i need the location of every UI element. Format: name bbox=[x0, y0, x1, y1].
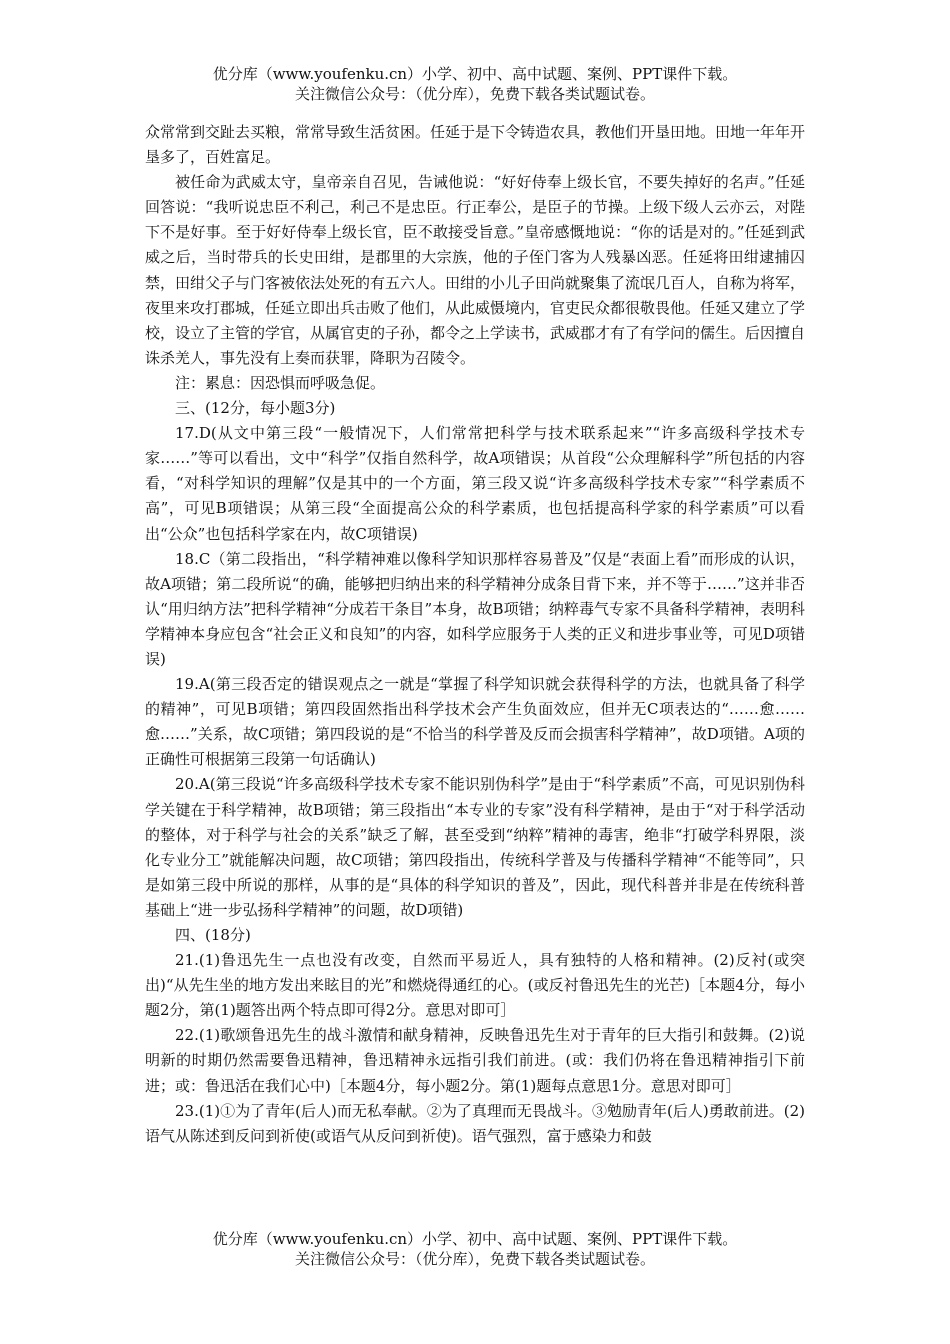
answer-18: 18.C（第二段指出，“科学精神难以像科学知识那样容易普及”仅是“表面上看”而形成的认识，故A项错；第二段所说“的确，能够把归纳出来的科学精神分成条目背下来，并不等于……”这并非否认“用归纳方法”把科学精神“分成若干条目”本身，故B项错；纳粹毒气专家不具备科学精神，表明科学精神本身应包含“社会正义和良知”的内容，如科学应服务于人类的正义和进步事业等，可见D项错误) bbox=[145, 549, 805, 668]
answer-19: 19.A(第三段否定的错误观点之一就是“掌握了科学知识就会获得科学的方法，也就具备了科学的精神”，可见B项错；第四段固然指出科学技术会产生负面效应，但并无C项表达的“……愈……愈……”关系，故C项错；第四段说的是“不恰当的科学普及反而会损害科学精神”，故D项错。A项的正确性可根据第三段第一句话确认) bbox=[145, 675, 805, 769]
answer-23: 23.(1)①为了青年(后人)而无私奉献。②为了真理而无畏战斗。③勉励青年(后人)勇敢前进。(2)语气从陈述到反问到祈使(或语气从反问到祈使)。语气强烈，富于感染力和鼓 bbox=[145, 1101, 805, 1145]
answer-21: 21.(1)鲁迅先生一点也没有改变，自然而平易近人，具有独特的人格和精神。(2)反衬(或突出)“从先生坐的地方发出来眩目的光”和燃烧得通红的心。(或反衬鲁迅先生的光芒)［本题4分，每小题2分，第(1)题答出两个特点即可得2分。意思对即可］ bbox=[145, 951, 805, 1020]
paragraph-translation-wuwei: 被任命为武威太守，皇帝亲自召见，告诫他说：“好好侍奉上级长官，不要失掉好的名声。”任延回答说：“我听说忠臣不利己，利己不是忠臣。行正奉公，是臣子的节操。上级下级人云亦云，对陛下不是好事。至于好好侍奉上级长官，臣不敢接受旨意。”皇帝感慨地说：“你的话是对的。”任延到武威之后，当时带兵的长史田绀，是郡里的大宗族，他的子侄门客为人残暴凶恶。任延将田绀逮捕囚禁，田绀父子与门客被依法处死的有五六人。田绀的小儿子田尚就聚集了流氓几百人，自称为将军，夜里来攻打郡城，任延立即出兵击败了他们，从此威慑境内，官吏民众都很敬畏他。任延又建立了学校，设立了主管的学官，从属官吏的子孙，都令之上学读书，武威郡才有了有学问的儒生。后因擅自诛杀羌人，事先没有上奏而获罪，降职为召陵令。 bbox=[145, 173, 806, 367]
answer-20: 20.A(第三段说“许多高级科学技术专家不能识别伪科学”是由于“科学素质”不高，可见识别伪科学关键在于科学精神，故B项错；第三段指出“本专业的专家”没有科学精神，是由于“对于科学活动的整体，对于科学与社会的关系”缺乏了解，甚至受到“纳粹”精神的毒害，绝非“打破学科界限，淡化专业分工”就能解决问题，故C项错；第四段指出，传统科学普及与传播科学精神“不能等同”，只是如第三段中所说的那样，从事的是“具体的科学知识的普及”，因此，现代科普并非是在传统科普基础上“进一步弘扬科学精神”的问题，故D项错) bbox=[145, 775, 805, 919]
page-footer bbox=[0, 1229, 950, 1269]
document-body bbox=[145, 120, 805, 1149]
answer-17: 17.D(从文中第三段“一般情况下，人们常常把科学与技术联系起来”“许多高级科学技术专家……”等可以看出，文中“科学”仅指自然科学，故A项错误；从首段“公众理解科学”所包括的内容看，“对科学知识的理解”仅是其中的一个方面，第三段又说“许多高级科学技术专家”“科学素质不高”，可见B项错误；从第三段“全面提高公众的科学素质，也包括提高科学家的科学素质”可以看出“公众”也包括科学家在内，故C项错误) bbox=[145, 424, 805, 543]
answer-22: 22.(1)歌颂鲁迅先生的战斗激情和献身精神，反映鲁迅先生对于青年的巨大指引和鼓舞。(2)说明新的时期仍然需要鲁迅精神，鲁迅精神永远指引我们前进。(或：我们仍将在鲁迅精神指引下前进；或：鲁迅活在我们心中)［本题4分，每小题2分。第(1)题每点意思1分。意思对即可］ bbox=[145, 1026, 805, 1095]
note: 注：累息：因恐惧而呼吸急促。 bbox=[175, 373, 386, 392]
footer-line-1: 优分库（www.youfenku.cn）小学、初中、高中试题、案例、PPT课件下载。 bbox=[212, 1230, 738, 1248]
page-header bbox=[0, 64, 950, 104]
section-heading-3: 三、(12分，每小题3分) bbox=[175, 399, 336, 418]
header-line-2: 关注微信公众号：（优分库），免费下载各类试题试卷。 bbox=[294, 85, 655, 103]
section-heading-4: 四、(18分) bbox=[175, 926, 251, 944]
header-line-1: 优分库（www.youfenku.cn）小学、初中、高中试题、案例、PPT课件下载。 bbox=[212, 65, 738, 83]
footer-line-2: 关注微信公众号：（优分库），免费下载各类试题试卷。 bbox=[294, 1250, 655, 1268]
paragraph-translation-end: 众常常到交趾去买粮，常常导致生活贫困。任延于是下令铸造农具，教他们开垦田地。田地一年年开垦多了，百姓富足。 bbox=[145, 123, 806, 167]
